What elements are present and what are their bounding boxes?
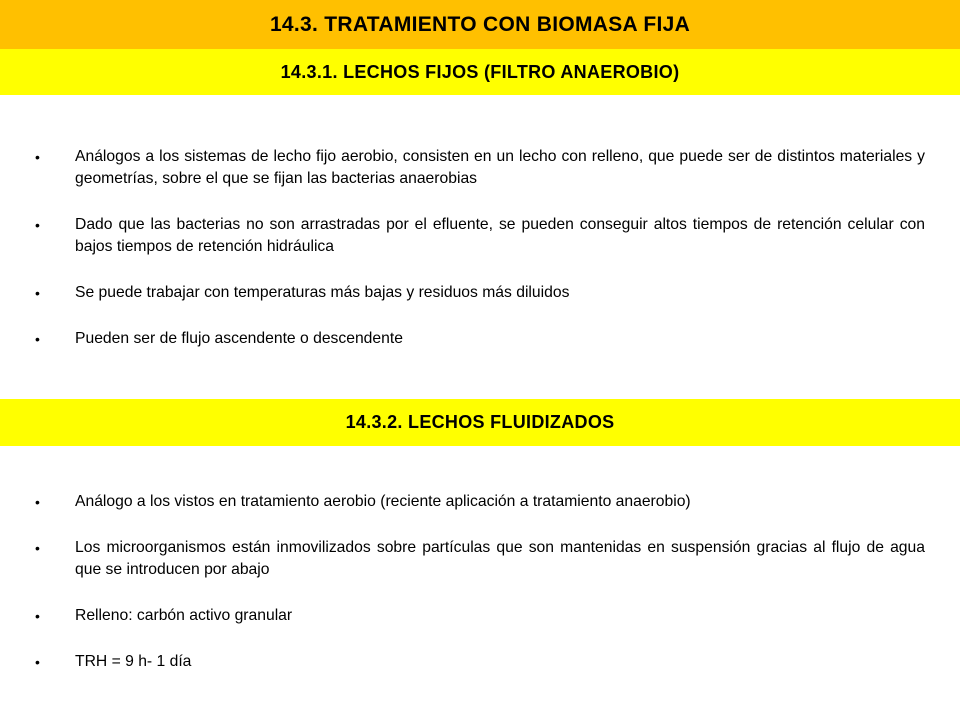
- title-bar: [0, 0, 960, 49]
- section-heading: 14.3.2. LECHOS FLUIDIZADOS: [345, 412, 615, 432]
- bullet-icon: •: [35, 494, 40, 510]
- page-title: 14.3. TRATAMIENTO CON BIOMASA FIJA: [269, 12, 691, 36]
- list-item: [28, 214, 925, 258]
- list-item: [28, 537, 925, 581]
- list-item-text: Análogos a los sistemas de lecho fijo aerobio, consisten en un lecho con relleno, que puede ser de distintos materiales y geometrías, sobre el que se fijan las bacterias anaerobias: [75, 148, 925, 187]
- list-item-text: TRH = 9 h- 1 día: [75, 653, 192, 670]
- section-heading-bar: [0, 49, 960, 95]
- bullet-icon: •: [35, 331, 40, 347]
- list-item-text: Los microorganismos están inmovilizados sobre partículas que son mantenidas en suspensión gracias al flujo de agua que se introducen por abajo: [75, 539, 925, 578]
- bullet-icon: •: [35, 149, 40, 165]
- bullet-icon: •: [35, 285, 40, 301]
- list-item: [28, 605, 925, 627]
- list-item-text: Dado que las bacterias no son arrastradas por el efluente, se pueden conseguir altos tiempos de retención celular con bajos tiempos de retención hidráulica: [75, 216, 925, 255]
- list-item: [28, 146, 925, 190]
- list-item: [28, 491, 925, 513]
- list-item: [28, 651, 925, 673]
- bullet-list: [28, 491, 925, 673]
- list-item: [28, 282, 925, 304]
- list-item-text: Pueden ser de flujo ascendente o descendente: [75, 330, 403, 347]
- bullet-icon: •: [35, 608, 40, 624]
- list-item-text: Relleno: carbón activo granular: [75, 607, 293, 624]
- bullet-icon: •: [35, 217, 40, 233]
- bullet-list: [28, 146, 925, 350]
- section-heading: 14.3.1. LECHOS FIJOS (FILTRO ANAEROBIO): [280, 61, 680, 82]
- list-item-text: Análogo a los vistos en tratamiento aerobio (reciente aplicación a tratamiento anaerobio): [75, 493, 691, 510]
- list-item-text: Se puede trabajar con temperaturas más bajas y residuos más diluidos: [75, 284, 570, 301]
- section-heading-bar: [0, 399, 960, 446]
- list-item: [28, 328, 925, 350]
- bullet-icon: •: [35, 540, 40, 556]
- bullet-icon: •: [35, 654, 40, 670]
